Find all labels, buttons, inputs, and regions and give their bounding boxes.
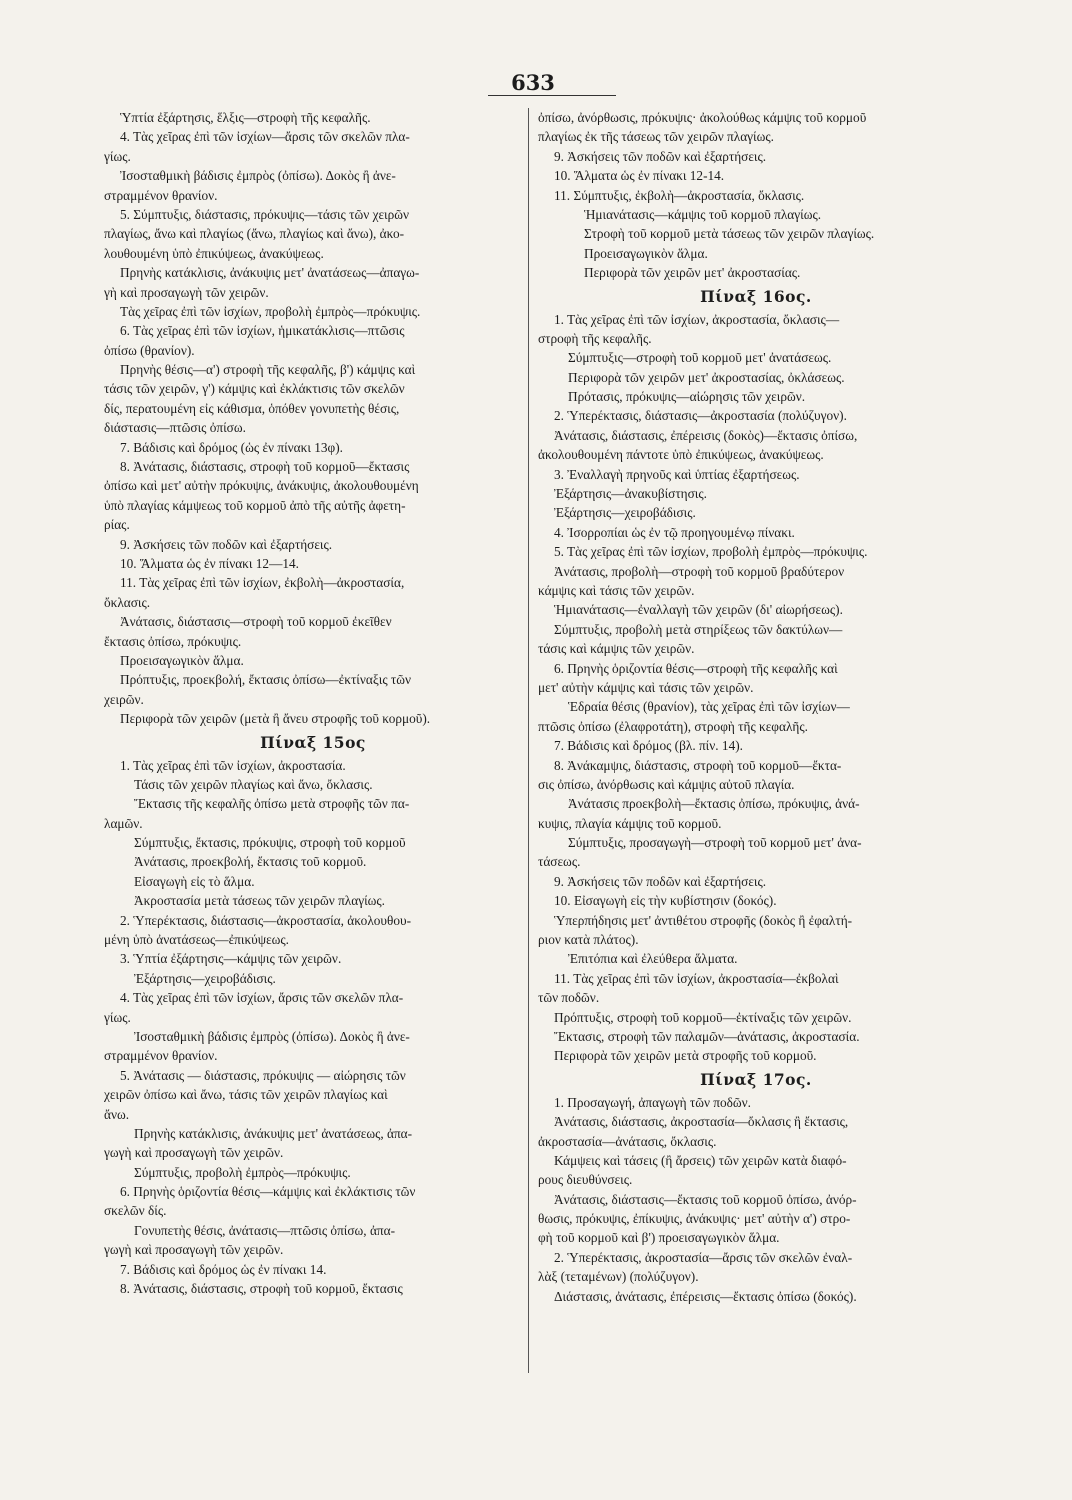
text-line: σκελῶν δίς. — [104, 1203, 167, 1219]
text-line: ὑπὸ πλαγίας κάμψεως τοῦ κορμοῦ ἀπὸ τῆς αὐτῆς ἀφετη- — [104, 497, 406, 513]
right-column — [538, 108, 974, 1306]
left-column — [104, 108, 522, 1298]
text-line: ρους διευθύνσεις. — [538, 1172, 633, 1188]
text-line: Περιφορὰ τῶν χειρῶν μετ' ἀκροστασίας, ὀκλάσεως. — [568, 369, 845, 385]
text-line: Προεισαγωγικὸν ἅλμα. — [584, 245, 708, 261]
text-line: Τάσις τῶν χειρῶν πλαγίως καὶ ἄνω, ὄκλασις. — [134, 776, 373, 792]
text-line: στραμμένον θρανίον. — [104, 187, 218, 203]
text-line: Ἀνάτασις, διάστασις—στροφὴ τοῦ κορμοῦ ἐκεῖθεν — [120, 614, 392, 630]
text-line: 11. Τὰς χεῖρας ἐπὶ τῶν ἰσχίων, ἐκβολὴ—ἀκροστασία, — [120, 575, 405, 591]
text-line: ὀπίσω καὶ μετ' αὐτὴν πρόκυψις, ἀνάκυψις, ἀκολουθουμένη — [104, 478, 419, 494]
text-line: 5. Τὰς χεῖρας ἐπὶ τῶν ἰσχίων, προβολὴ ἐμπρὸς—πρόκυψις. — [554, 544, 868, 560]
text-line: 1. Προσαγωγή, ἀπαγωγὴ τῶν ποδῶν. — [554, 1094, 751, 1110]
text-line: μετ' αὐτὴν κάμψις καὶ τάσις τῶν χειρῶν. — [538, 679, 754, 695]
text-line: 10. Εἰσαγωγὴ εἰς τὴν κυβίστησιν (δοκός). — [554, 893, 777, 909]
text-line: Σύμπτυξις, ἔκτασις, πρόκυψις, στροφὴ τοῦ κορμοῦ — [134, 835, 406, 851]
text-line: γίως. — [104, 1009, 131, 1025]
text-line: Ἐπιτόπια καὶ ἐλεύθερα ἅλματα. — [568, 951, 738, 967]
text-line: 8. Ἀνάκαμψις, διάστασις, στροφὴ τοῦ κορμοῦ—ἔκτα- — [554, 757, 842, 773]
text-line: 7. Βάδισις καὶ δρόμος (ὡς ἐν πίνακι 13φ). — [120, 439, 343, 455]
text-line: Σύμπτυξις—στροφὴ τοῦ κορμοῦ μετ' ἀνατάσεως. — [568, 350, 832, 366]
text-line: λὰξ (τεταμένων) (πολύζυγον). — [538, 1269, 699, 1285]
text-line: Γονυπετὴς θέσις, ἀνάτασις—πτῶσις ὀπίσω, ἀπα- — [134, 1222, 396, 1238]
text-line: Ἀνάτασις προεκβολὴ—ἔκτασις ὀπίσω, πρόκυψις, ἀνά- — [568, 796, 860, 812]
text-line: Ὑπερπήδησις μετ' ἀντιθέτου στροφῆς (δοκὸς ἢ ἐφαλτή- — [554, 912, 853, 928]
text-line: Ἀνάτασις, διάστασις—ἔκτασις τοῦ κορμοῦ ὀπίσω, ἀνόρ- — [554, 1191, 857, 1207]
text-line: μένη ὑπὸ ἀνατάσεως—ἐπικύψεως. — [104, 932, 290, 948]
text-line: 9. Ἀσκήσεις τῶν ποδῶν καὶ ἐξαρτήσεις. — [120, 536, 333, 552]
text-line: φὴ τοῦ κορμοῦ καὶ β') προεισαγωγικὸν ἅλμα. — [538, 1230, 780, 1246]
text-line: Ἀκροστασία μετὰ τάσεως τῶν χειρῶν πλαγίως. — [134, 893, 385, 909]
text-line: 4. Τὰς χεῖρας ἐπὶ τῶν ἰσχίων, ἄρσις τῶν σκελῶν πλα- — [120, 990, 404, 1006]
text-line: ἄνω. — [104, 1106, 130, 1122]
text-line: Διάστασις, ἀνάτασις, ἐπέρεισις—ἔκτασις ὀπίσω (δοκός). — [554, 1288, 857, 1304]
text-line: Πρηνὴς θέσις—α') στροφὴ τῆς κεφαλῆς, β') κάμψις καὶ — [120, 362, 416, 378]
text-line: λουθουμένη ὑπὸ ἐπικύψεως, ἀνακύψεως. — [104, 245, 324, 261]
text-line: ἀκροστασία—ἀνάτασις, ὄκλασις. — [538, 1133, 717, 1149]
text-line: γίως. — [104, 148, 131, 164]
text-line: Ἔκτασις, στροφὴ τῶν παλαμῶν—ἀνάτασις, ἀκροστασία. — [554, 1028, 860, 1044]
text-line: Ἐξάρτησις—χειροβάδισις. — [134, 970, 276, 986]
text-line: Στροφὴ τοῦ κορμοῦ μετὰ τάσεως τῶν χειρῶν πλαγίως. — [584, 226, 875, 242]
text-line: ὄκλασις. — [104, 594, 151, 610]
text-line: Ἀνάτασις, προεκβολή, ἔκτασις τοῦ κορμοῦ. — [134, 854, 367, 870]
text-line: 8. Ἀνάτασις, διάστασις, στροφὴ τοῦ κορμοῦ—ἔκτασις — [120, 459, 410, 475]
text-line: 11. Τὰς χεῖρας ἐπὶ τῶν ἰσχίων, ἀκροστασία—ἐκβολαὶ — [554, 970, 839, 986]
text-line: 3. Ὑπτία ἐξάρτησις—κάμψις τῶν χειρῶν. — [120, 951, 342, 967]
text-line: Κάμψεις καὶ τάσεις (ἢ ἄρσεις) τῶν χειρῶν κατὰ διαφό- — [554, 1152, 847, 1168]
text-line: ρίας. — [104, 517, 130, 533]
text-line: Σύμπτυξις, προσαγωγὴ—στροφὴ τοῦ κορμοῦ μετ' ἀνα- — [568, 835, 862, 851]
text-line: δίς, περατουμένη εἰς κάθισμα, ὁπόθεν γονυπετὴς θέσις, — [104, 400, 400, 416]
text-line: 5. Ἀνάτασις — διάστασις, πρόκυψις — αἰώρησις τῶν — [120, 1067, 406, 1083]
text-line: 4. Ἰσορροπίαι ὡς ἐν τῷ προηγουμένῳ πίνακι. — [554, 524, 795, 540]
text-line: γωγὴ καὶ προσαγωγὴ τῶν χειρῶν. — [104, 1242, 284, 1258]
text-line: χειρῶν ὀπίσω καὶ ἄνω, τάσις τῶν χειρῶν πλαγίως καὶ — [104, 1087, 388, 1103]
text-line: 7. Βάδισις καὶ δρόμος (βλ. πίν. 14). — [554, 738, 743, 754]
text-line: 10. Ἅλματα ὡς ἐν πίνακι 12-14. — [554, 168, 725, 184]
text-line: ριον κατὰ πλάτος). — [538, 932, 639, 948]
text-line: γωγὴ καὶ προσαγωγὴ τῶν χειρῶν. — [104, 1145, 284, 1161]
text-line: 2. Ὑπερέκτασις, διάστασις—ἀκροστασία, ἀκολουθου- — [120, 912, 412, 928]
text-line: ὀπίσω (θρανίον). — [104, 342, 195, 358]
text-line: κυψις, πλαγία κάμψις τοῦ κορμοῦ. — [538, 815, 722, 831]
text-line: Ἐξάρτησις—ἀνακυβίστησις. — [554, 486, 707, 502]
page-number-rule — [488, 95, 616, 96]
text-line: Ἀνάτασις, διάστασις, ἀκροστασία—ὄκλασις ἢ ἔκτασις, — [554, 1114, 849, 1130]
text-line: ὀπίσω, ἀνόρθωσις, πρόκυψις· ἀκολούθως κάμψις τοῦ κορμοῦ — [538, 110, 867, 125]
text-line: Πρηνὴς κατάκλισις, ἀνάκυψις μετ' ἀνατάσεως, ἀπα- — [134, 1125, 413, 1141]
page-number: 633 — [511, 70, 555, 95]
text-line: ἔκτασις ὀπίσω, πρόκυψις. — [104, 633, 242, 649]
text-line: 2. Ὑπερέκτασις, ἀκροστασία—ἄρσις τῶν σκελῶν ἐναλ- — [554, 1249, 853, 1265]
text-line: τάσεως. — [538, 854, 581, 870]
text-line: Ἑδραία θέσις (θρανίον), τὰς χεῖρας ἐπὶ τῶν ἰσχίων— — [568, 699, 850, 715]
text-line: Περιφορὰ τῶν χειρῶν μετ' ἀκροστασίας. — [584, 265, 801, 281]
text-line: Ἀνάτασις, προβολὴ—στροφὴ τοῦ κορμοῦ βραδύτερον — [554, 563, 845, 579]
text-line: Εἰσαγωγὴ εἰς τὸ ἅλμα. — [134, 873, 255, 889]
text-line: 7. Βάδισις καὶ δρόμος ὡς ἐν πίνακι 14. — [120, 1261, 327, 1277]
text-line: Προεισαγωγικὸν ἅλμα. — [120, 652, 244, 668]
text-line: 9. Ἀσκήσεις τῶν ποδῶν καὶ ἐξαρτήσεις. — [554, 873, 767, 889]
table-heading: Πίναξ 15ος — [260, 732, 366, 752]
text-line: σις ὀπίσω, ἀνόρθωσις καὶ κάμψις αὐτοῦ πλαγία. — [538, 776, 795, 792]
text-line: Ὑπτία ἐξάρτησις, ἕλξις—στροφὴ τῆς κεφαλῆς. — [120, 110, 371, 125]
text-line: πλαγίως, ἄνω καὶ πλαγίως (ἄνω, πλαγίως καὶ ἄνω), ἀκο- — [104, 226, 405, 242]
text-line: Πρότασις, πρόκυψις—αἰώρησις τῶν χειρῶν. — [568, 389, 806, 405]
text-line: 3. Ἐναλλαγὴ πρηνοῦς καὶ ὑπτίας ἐξαρτήσεως. — [554, 466, 800, 482]
text-line: Ἰσοσταθμικὴ βάδισις ἐμπρὸς (ὀπίσω). Δοκὸς ἢ ἀνε- — [120, 168, 396, 184]
text-line: 2. Ὑπερέκτασις, διάστασις—ἀκροστασία (πολύζυγον). — [554, 408, 847, 424]
text-line: κάμψις καὶ τάσις τῶν χειρῶν. — [538, 582, 695, 598]
text-line: γὴ καὶ προσαγωγὴ τῶν χειρῶν. — [104, 284, 269, 300]
text-line: 9. Ἀσκήσεις τῶν ποδῶν καὶ ἐξαρτήσεις. — [554, 148, 767, 164]
text-line: Σύμπτυξις, προβολὴ ἐμπρὸς—πρόκυψις. — [134, 1164, 351, 1180]
text-line: Σύμπτυξις, προβολὴ μετὰ στηρίξεως τῶν δακτύλων— — [554, 621, 843, 637]
table-heading: Πίναξ 16ος. — [700, 286, 812, 306]
text-line: 4. Τὰς χεῖρας ἐπὶ τῶν ἰσχίων—ἄρσις τῶν σκελῶν πλα- — [120, 129, 410, 145]
text-line: Ἡμιανάτασις—κάμψις τοῦ κορμοῦ πλαγίως. — [584, 206, 822, 222]
text-line: Πρηνὴς κατάκλισις, ἀνάκυψις μετ' ἀνατάσεως—ἀπαγω- — [120, 265, 420, 281]
text-line: Ἰσοσταθμικὴ βάδισις ἐμπρὸς (ὀπίσω). Δοκὸς ἢ ἀνε- — [134, 1028, 410, 1044]
text-line: Περιφορὰ τῶν χειρῶν (μετὰ ἢ ἄνευ στροφῆς τοῦ κορμοῦ). — [120, 711, 431, 727]
text-line: 10. Ἅλματα ὡς ἐν πίνακι 12—14. — [120, 555, 299, 571]
text-line: Ἡμιανάτασις—ἐναλλαγὴ τῶν χειρῶν (δι' αἰωρήσεως). — [554, 602, 843, 618]
text-line: διάστασις—πτῶσις ὀπίσω. — [104, 420, 246, 436]
text-line: πτῶσις ὀπίσω (ἐλαφροτάτη), στροφὴ τῆς κεφαλῆς. — [538, 718, 808, 734]
column-divider — [528, 108, 529, 1373]
text-line: χειρῶν. — [104, 691, 144, 707]
text-line: Περιφορὰ τῶν χειρῶν μετὰ στροφῆς τοῦ κορμοῦ. — [554, 1048, 817, 1064]
text-line: 6. Τὰς χεῖρας ἐπὶ τῶν ἰσχίων, ἡμικατάκλισις—πτῶσις — [120, 323, 405, 339]
text-line: Τὰς χεῖρας ἐπὶ τῶν ἰσχίων, προβολὴ ἐμπρὸς—πρόκυψις. — [120, 303, 421, 319]
text-line: Πρόπτυξις, προεκβολή, ἔκτασις ὀπίσω—ἐκτίναξις τῶν — [120, 672, 412, 688]
text-line: Ἀνάτασις, διάστασις, ἐπέρεισις (δοκὸς)—ἔκτασις ὀπίσω, — [554, 427, 858, 443]
text-line: 8. Ἀνάτασις, διάστασις, στροφὴ τοῦ κορμοῦ, ἔκτασις — [120, 1281, 403, 1297]
table-heading: Πίναξ 17ος. — [700, 1069, 812, 1089]
text-line: Ἐξάρτησις—χειροβάδισις. — [554, 505, 696, 521]
text-line: 11. Σύμπτυξις, ἐκβολὴ—ἀκροστασία, ὄκλασις. — [554, 187, 805, 203]
text-line: τῶν ποδῶν. — [538, 990, 600, 1006]
text-line: 6. Πρηνὴς ὁριζοντία θέσις—στροφὴ τῆς κεφαλῆς καὶ — [554, 660, 838, 676]
text-line: λαμῶν. — [104, 815, 143, 831]
text-line: τάσις καὶ κάμψις τῶν χειρῶν. — [538, 641, 695, 657]
text-line: θωσις, πρόκυψις, ἐπίκυψις, ἀνάκυψις· μετ' αὐτὴν α') στρο- — [538, 1211, 851, 1227]
text-line: 6. Πρηνὴς ὁριζοντία θέσις—κάμψις καὶ ἐκλάκτισις τῶν — [120, 1184, 416, 1200]
text-line: στραμμένον θρανίον. — [104, 1048, 218, 1064]
text-line: τάσις τῶν χειρῶν, γ') κάμψις καὶ ἐκλάκτισις τῶν σκελῶν — [104, 381, 405, 397]
text-line: ἀκολουθουμένη πάντοτε ὑπὸ ἐπικύψεως, ἀνακύψεως. — [538, 447, 824, 463]
text-line: Ἔκτασις τῆς κεφαλῆς ὀπίσω μετὰ στροφῆς τῶν πα- — [134, 796, 410, 812]
text-line: 5. Σύμπτυξις, διάστασις, πρόκυψις—τάσις τῶν χειρῶν — [120, 206, 410, 222]
text-line: στροφὴ τῆς κεφαλῆς. — [538, 330, 652, 346]
text-line: 1. Τὰς χεῖρας ἐπὶ τῶν ἰσχίων, ἀκροστασία, ὄκλασις— — [554, 311, 840, 327]
text-line: Πρόπτυξις, στροφὴ τοῦ κορμοῦ—ἐκτίναξις τῶν χειρῶν. — [554, 1009, 852, 1025]
text-line: πλαγίως ἐκ τῆς τάσεως τῶν χειρῶν πλαγίως. — [538, 129, 774, 145]
text-line: 1. Τὰς χεῖρας ἐπὶ τῶν ἰσχίων, ἀκροστασία. — [120, 757, 346, 773]
